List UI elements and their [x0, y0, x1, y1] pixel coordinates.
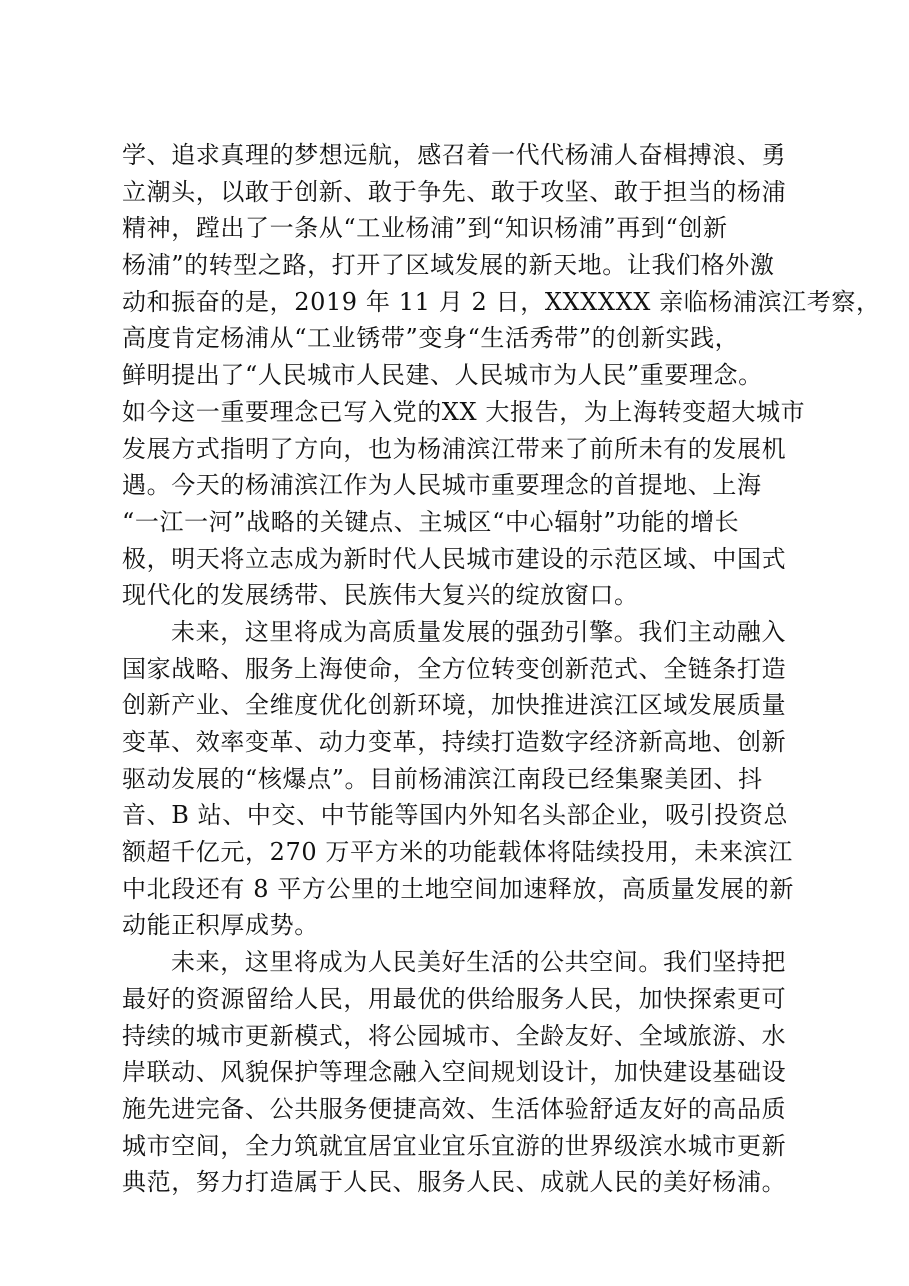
text-line: 城市空间，全力筑就宜居宜业宜乐宜游的世界级滨水城市更新	[122, 1131, 787, 1160]
text-line: 发展方式指明了方向，也为杨浦滨江带来了前所未有的发展机	[122, 434, 787, 463]
text-line: 极，明天将立志成为新时代人民城市建设的示范区域、中国式	[122, 544, 787, 573]
text-line: 中北段还有 8 平方公里的土地空间加速释放，高质量发展的新	[122, 874, 794, 903]
text-line: 音、B 站、中交、中节能等国内外知名头部企业，吸引投资总	[122, 801, 789, 830]
paragraph-2	[122, 614, 798, 944]
text-line: 如今这一重要理念已写入党的XX 大报告，为上海转变超大城市	[122, 397, 806, 426]
text-line: 变革、效率变革、动力变革，持续打造数字经济新高地、创新	[122, 728, 787, 756]
paragraph-1	[122, 137, 881, 614]
paragraph-3	[122, 944, 798, 1201]
text-line: 施先进完备、公共服务便捷高效、生活体验舒适友好的高品质	[122, 1094, 787, 1123]
text-line: “一江一河”战略的关键点、主城区“中心辐射”功能的增长	[122, 507, 740, 536]
text-line: 杨浦”的转型之路，打开了区域发展的新天地。让我们格外激	[122, 251, 775, 280]
text-line: 学、追求真理的梦想远航，感召着一代代杨浦人奋楫搏浪、勇	[122, 141, 787, 169]
text-line: 高度肯定杨浦从“工业锈带”变身“生活秀带”的创新实践，	[122, 324, 740, 353]
text-line: 遇。今天的杨浦滨江作为人民城市重要理念的首提地、上海	[122, 471, 762, 500]
text-line: 未来，这里将成为高质量发展的强劲引擎。我们主动融入	[171, 617, 786, 646]
text-line: 精神，蹚出了一条从“工业杨浦”到“知识杨浦”再到“创新	[122, 214, 728, 243]
text-line: 国家战略、服务上海使命，全方位转变创新范式、全链条打造	[122, 654, 787, 683]
text-line: 岸联动、风貌保护等理念融入空间规划设计，加快建设基础设	[122, 1058, 787, 1087]
text-line: 动和振奋的是，2019 年 11 月 2 日，XXXXXX 亲临杨浦滨江考察，	[122, 287, 881, 316]
text-line: 立潮头，以敢于创新、敢于争先、敢于攻坚、敢于担当的杨浦	[122, 177, 787, 206]
text-line: 未来，这里将成为人民美好生活的公共空间。我们坚持把	[171, 948, 786, 977]
text-line: 持续的城市更新模式，将公园城市、全龄友好、全域旅游、水	[122, 1021, 787, 1050]
text-line: 最好的资源留给人民，用最优的供给服务人民，加快探索更可	[122, 984, 787, 1013]
text-line: 鲜明提出了“人民城市人民建、人民城市为人民”重要理念。	[122, 361, 763, 390]
text-line: 额超千亿元，270 万平方米的功能载体将陆续投用，未来滨江	[122, 838, 793, 867]
text-line: 驱动发展的“核爆点”。目前杨浦滨江南段已经集聚美团、抖	[122, 764, 763, 793]
text-line: 动能正积厚成势。	[122, 911, 319, 940]
text-line: 现代化的发展绣带、民族伟大复兴的绽放窗口。	[122, 581, 639, 610]
text-line: 创新产业、全维度优化创新环境，加快推进滨江区域发展质量	[122, 691, 787, 720]
document-body	[122, 137, 881, 1201]
text-line: 典范，努力打造属于人民、服务人民、成就人民的美好杨浦。	[122, 1168, 787, 1197]
